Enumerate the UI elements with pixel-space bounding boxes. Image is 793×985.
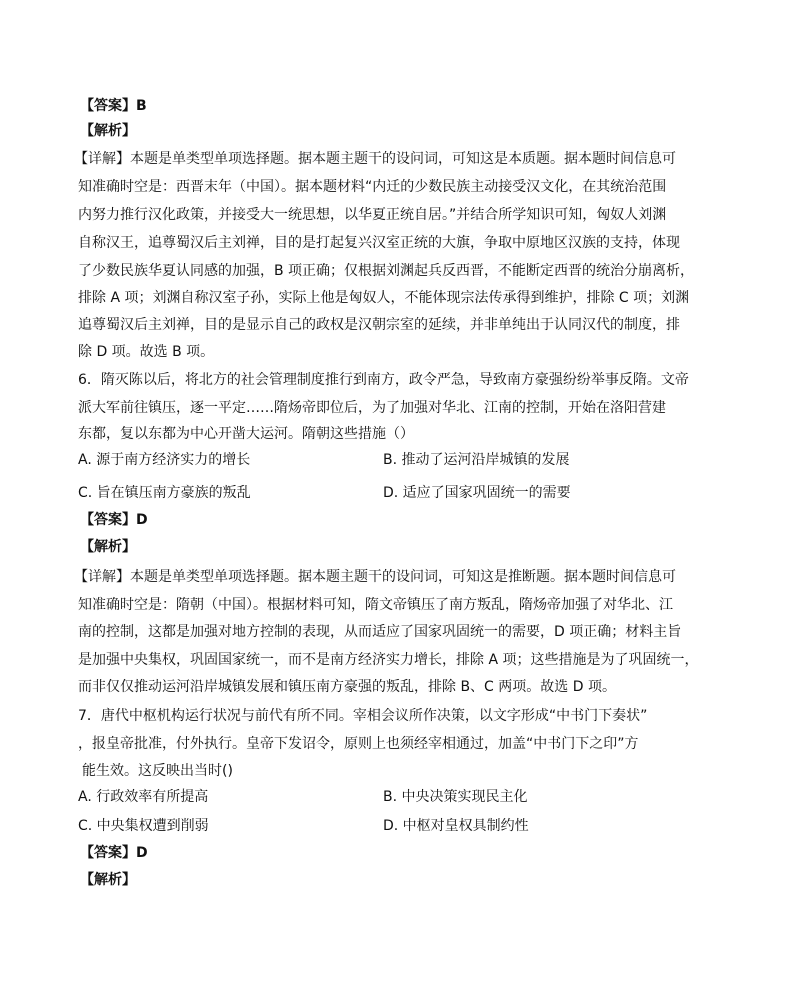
q6-detail-line: 【详解】本题是单类型单项选择题。据本题主题干的设问词，可知这是推断题。据本题时间信息可: [74, 569, 676, 585]
q6-option-b: B. 推动了运河沿岸城镇的发展: [383, 452, 570, 468]
q6-stem-line: 6．隋灭陈以后，将北方的社会管理制度推行到南方，政令严急，导致南方豪强纷纷举事反隋。文帝: [78, 372, 689, 388]
q6-detail-line: 南的控制，这都是加强对地方控制的表现，从而适应了国家巩固统一的需要，D 项正确；材料主旨: [78, 624, 682, 640]
q7-stem-line: 能生效。这反映出当时(): [82, 763, 233, 779]
q7-option-c: C. 中央集权遭到削弱: [78, 818, 209, 834]
q6-option-a: A. 源于南方经济实力的增长: [78, 452, 251, 468]
q5-detail-line: 排除 A 项；刘渊自称汉室子孙，实际上他是匈奴人，不能体现宗法传承得到维护，排除 C 项；刘渊: [78, 290, 690, 306]
q6-stem-line: 派大军前往镇压，逐一平定……隋炀帝即位后，为了加强对华北、江南的控制，开始在洛阳营建: [78, 400, 666, 416]
q7-option-b: B. 中央决策实现民主化: [383, 789, 528, 805]
q7-option-a: A. 行政效率有所提高: [78, 789, 209, 805]
q6-answer: 【答案】D: [80, 512, 148, 528]
q5-detail-line: 自称汉王，追尊蜀汉后主刘禅，目的是打起复兴汉室正统的大旗，争取中原地区汉族的支持，体现: [78, 235, 680, 251]
q6-detail-line: 知准确时空是：隋朝（中国）。根据材料可知，隋文帝镇压了南方叛乱，隋炀帝加强了对华北、江: [78, 597, 673, 613]
q7-stem-line: ，报皇帝批准，付外执行。皇帝下发诏令，原则上也须经宰相通过，加盖“中书门下之印”方: [78, 736, 639, 752]
q7-option-d: D. 中枢对皇权具制约性: [383, 818, 529, 834]
q5-detail-line: 除 D 项。故选 B 项。: [78, 344, 215, 360]
q5-analysis-label: 【解析】: [80, 123, 136, 139]
q6-detail-line: 是加强中央集权，巩固国家统一，而不是南方经济实力增长，排除 A 项；这些措施是为了巩固统一，: [78, 652, 699, 668]
q5-detail-line: 了少数民族华夏认同感的加强，B 项正确；仅根据刘渊起兵反西晋，不能断定西晋的统治分崩离析，: [78, 263, 695, 279]
q6-option-d: D. 适应了国家巩固统一的需要: [383, 485, 571, 501]
q6-analysis-label: 【解析】: [80, 539, 136, 555]
q7-stem-line: 7．唐代中枢机构运行状况与前代有所不同。宰相会议所作决策，以文字形成“中书门下奏状”: [78, 708, 648, 724]
q7-answer: 【答案】D: [80, 845, 148, 861]
q5-answer: 【答案】B: [80, 98, 147, 114]
q6-option-c: C. 旨在镇压南方豪族的叛乱: [78, 485, 251, 501]
q6-stem-line: 东都，复以东都为中心开凿大运河。隋朝这些措施（）: [78, 426, 414, 442]
q6-detail-line: 而非仅仅推动运河沿岸城镇发展和镇压南方豪强的叛乱，排除 B、C 两项。故选 D 项。: [78, 679, 616, 695]
q5-detail-line: 内努力推行汉化政策，并接受大一统思想，以华夏正统自居。”并结合所学知识可知，匈奴人刘渊: [78, 207, 667, 223]
q5-detail-line: 【详解】本题是单类型单项选择题。据本题主题干的设问词，可知这是本质题。据本题时间信息可: [74, 151, 676, 167]
q5-detail-line: 知准确时空是：西晋末年（中国）。据本题材料“内迁的少数民族主动接受汉文化，在其统治范围: [78, 179, 667, 195]
q7-analysis-label: 【解析】: [80, 872, 136, 888]
q5-detail-line: 追尊蜀汉后主刘禅，目的是显示自己的政权是汉朝宗室的延续，并非单纯出于认同汉代的制度，排: [78, 317, 680, 333]
